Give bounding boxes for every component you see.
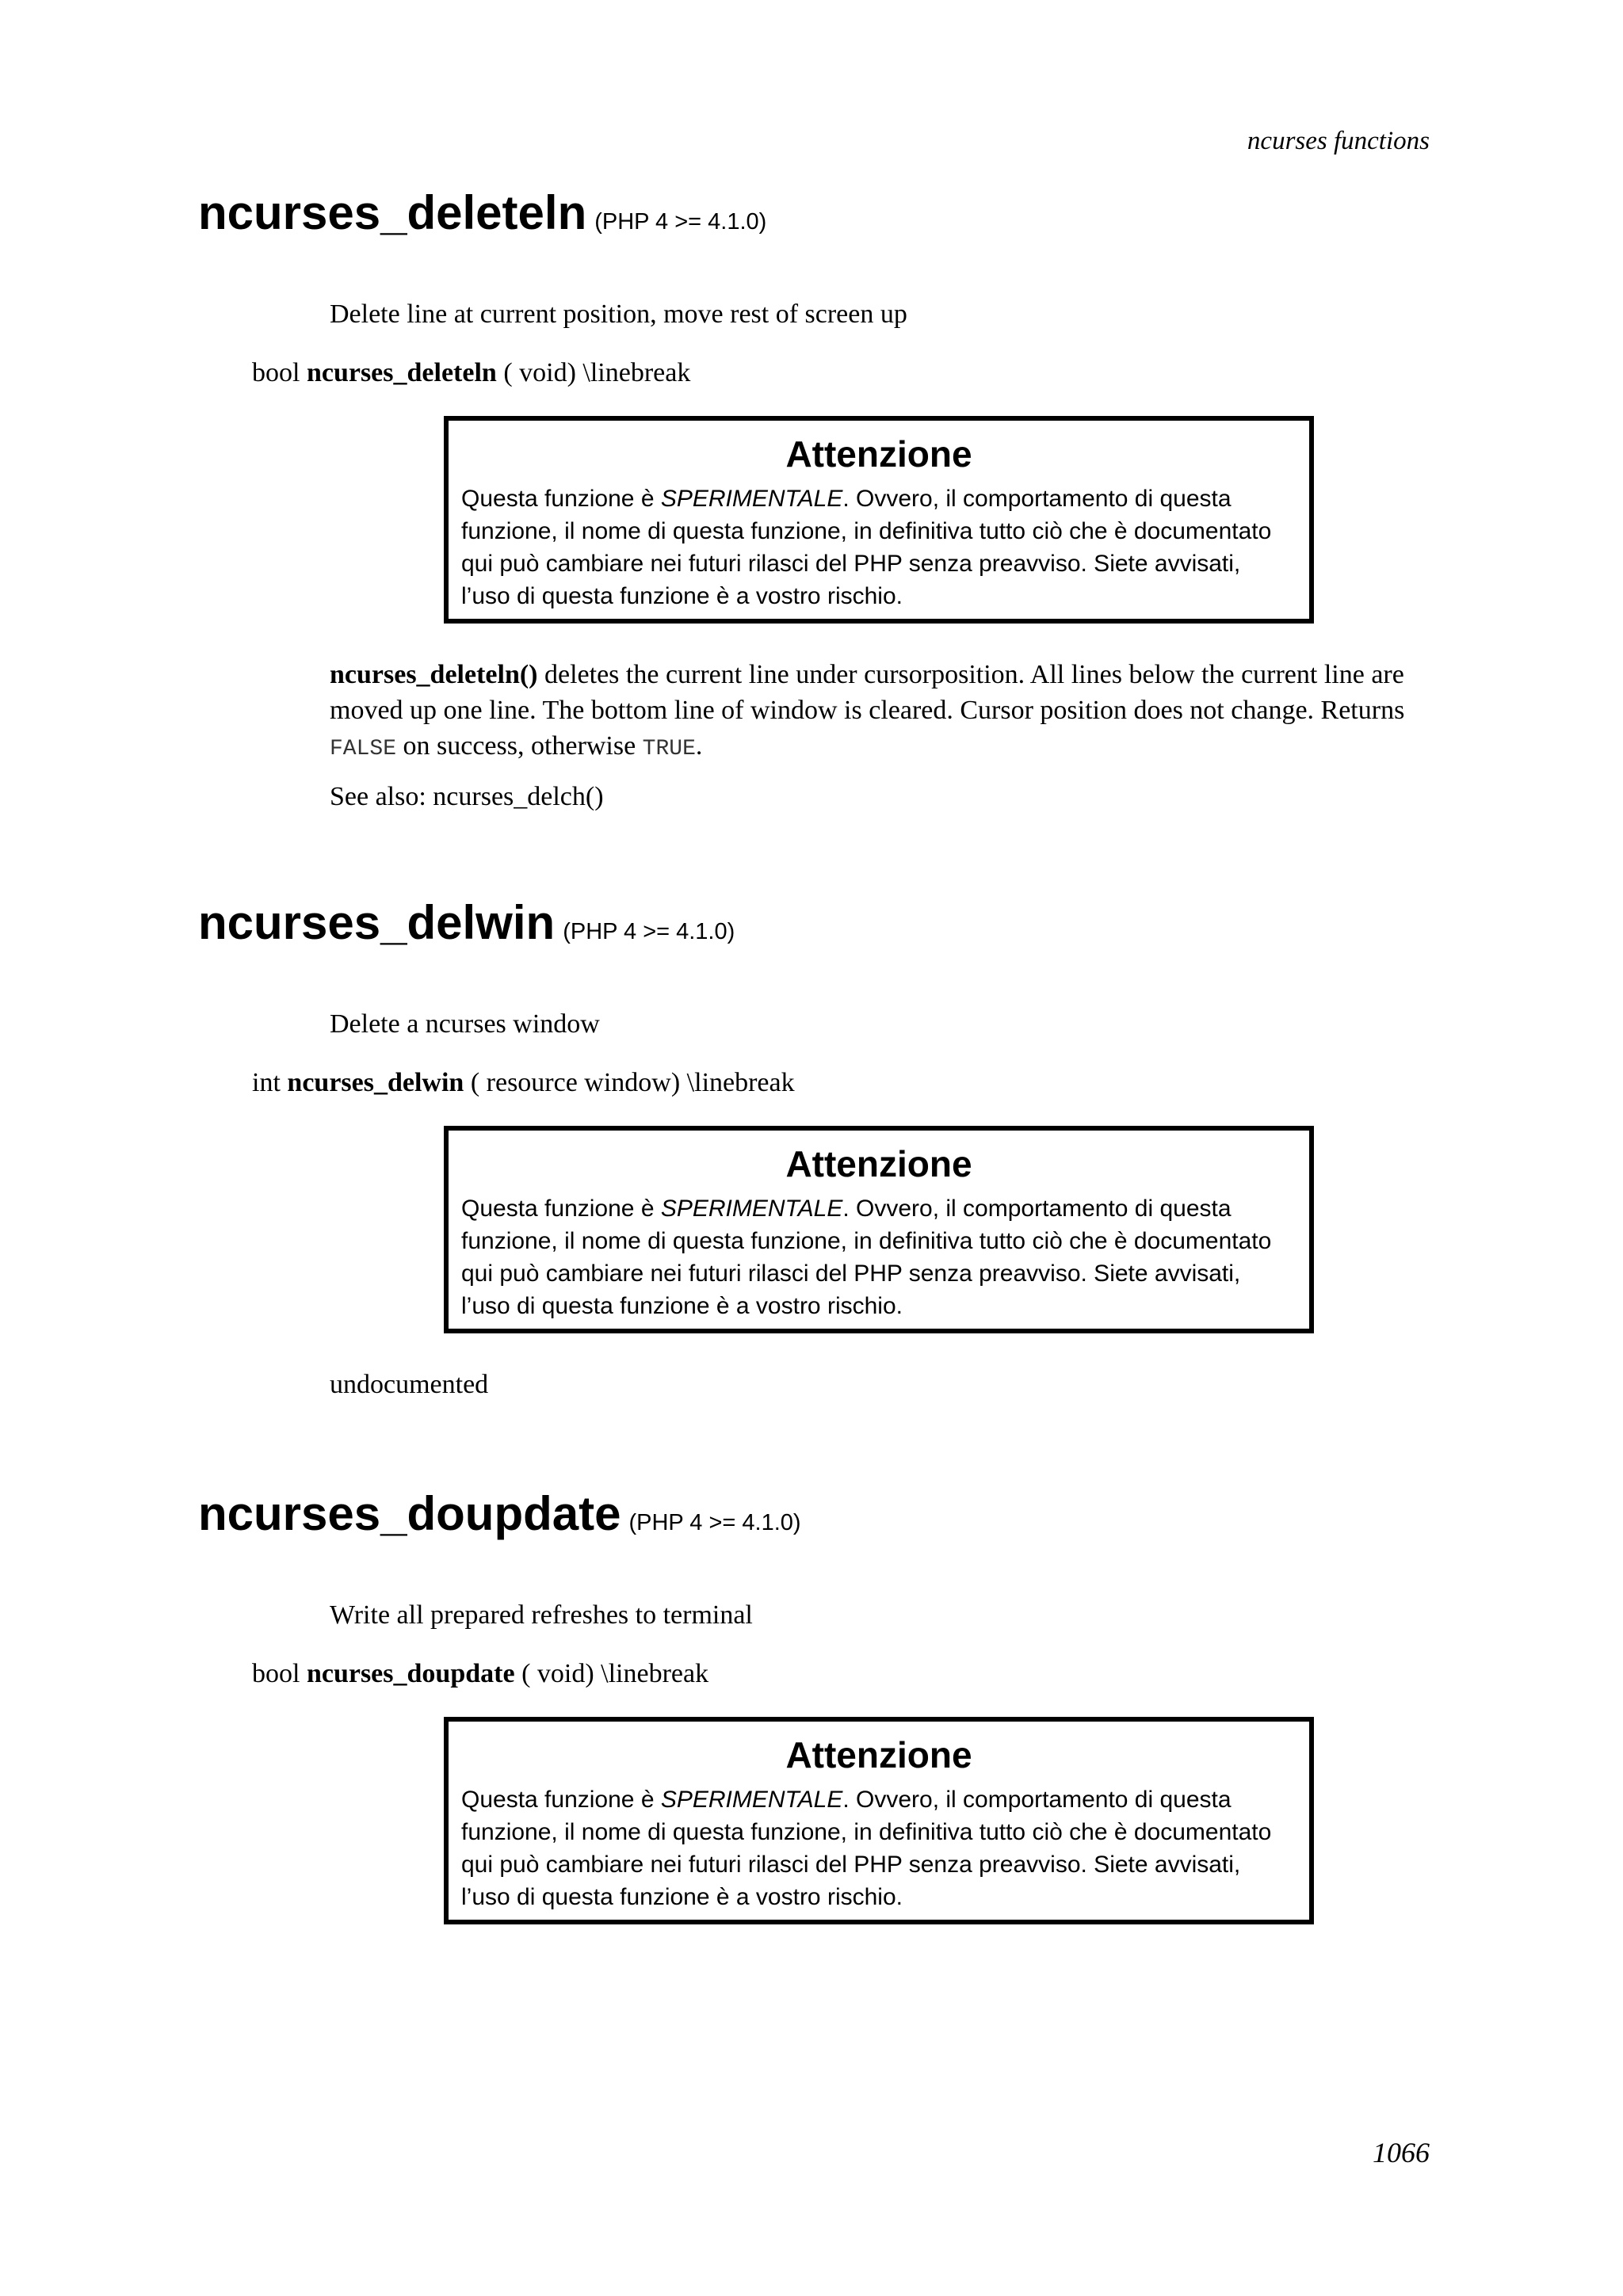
php-version: (PHP 4 >= 4.1.0) bbox=[628, 1510, 801, 1535]
warning-line1-a: Questa funzione è bbox=[461, 486, 661, 512]
warning-title: Attenzione bbox=[785, 1143, 972, 1184]
function-description: undocumented bbox=[330, 1370, 489, 1399]
entry-ncurses-deleteln bbox=[198, 185, 1434, 813]
function-purpose: Delete line at current position, move rest of screen up bbox=[330, 299, 907, 329]
description-text-a: deletes the current line under cursorposition. All lines below the current line are moved up one line. The bottom line of window is cleared. Cursor position does not change. Returns bbox=[330, 660, 1405, 725]
warning-box bbox=[444, 1717, 1314, 1924]
function-synopsis bbox=[252, 1067, 1434, 1099]
function-params: ( void) \linebreak bbox=[503, 358, 691, 387]
warning-line1-a: Questa funzione è bbox=[461, 1196, 661, 1222]
function-synopsis bbox=[252, 357, 1434, 389]
warning-experimental: SPERIMENTALE bbox=[660, 1196, 843, 1222]
entry-title bbox=[198, 1486, 1434, 1550]
function-name: ncurses_deleteln bbox=[198, 186, 587, 239]
function-params: ( void) \linebreak bbox=[521, 1659, 709, 1688]
warning-text bbox=[461, 482, 1296, 612]
warning-line4: l’uso di questa funzione è a vostro rischio. bbox=[461, 1293, 903, 1319]
function-name: ncurses_doupdate bbox=[198, 1487, 621, 1540]
description-text-c: . bbox=[695, 731, 703, 761]
function-name: ncurses_delwin bbox=[198, 896, 556, 949]
function-synopsis bbox=[252, 1658, 1434, 1690]
function-purpose: Write all prepared refreshes to terminal bbox=[330, 1600, 753, 1630]
warning-line1-a: Questa funzione è bbox=[461, 1787, 661, 1813]
warning-line2: funzione, il nome di questa funzione, in definitiva tutto ciò che è documentato bbox=[461, 1819, 1272, 1845]
php-version: (PHP 4 >= 4.1.0) bbox=[594, 209, 767, 235]
warning-line3: qui può cambiare nei futuri rilasci del PHP senza preavviso. Siete avvisati, bbox=[461, 1261, 1241, 1287]
return-type: bool bbox=[252, 358, 300, 387]
warning-line1-b: . Ovvero, il comportamento di questa bbox=[842, 486, 1232, 512]
description-text-b: on success, otherwise bbox=[396, 731, 643, 761]
entry-title bbox=[198, 185, 1434, 250]
return-type: bool bbox=[252, 1659, 300, 1688]
description-function-name: ncurses_deleteln() bbox=[330, 660, 538, 689]
warning-line2: funzione, il nome di questa funzione, in definitiva tutto ciò che è documentato bbox=[461, 1228, 1272, 1254]
warning-line4: l’uso di questa funzione è a vostro rischio. bbox=[461, 583, 903, 609]
warning-line3: qui può cambiare nei futuri rilasci del PHP senza preavviso. Siete avvisati, bbox=[461, 551, 1241, 577]
warning-experimental: SPERIMENTALE bbox=[660, 1787, 843, 1813]
see-also: See also: ncurses_delch() bbox=[330, 782, 604, 811]
entry-ncurses-delwin bbox=[198, 895, 1434, 1402]
warning-text bbox=[461, 1783, 1296, 1913]
true-constant: TRUE bbox=[642, 737, 696, 761]
warning-title: Attenzione bbox=[785, 1734, 972, 1775]
warning-line4: l’uso di questa funzione è a vostro rischio. bbox=[461, 1884, 903, 1910]
synopsis-function-name: ncurses_delwin bbox=[287, 1068, 464, 1097]
entry-ncurses-doupdate bbox=[198, 1486, 1434, 1924]
function-purpose: Delete a ncurses window bbox=[330, 1009, 600, 1039]
synopsis-function-name: ncurses_doupdate bbox=[306, 1659, 515, 1688]
warning-text bbox=[461, 1192, 1296, 1322]
running-header: ncurses functions bbox=[1247, 127, 1430, 155]
warning-title: Attenzione bbox=[785, 433, 972, 475]
warning-line1-b: . Ovvero, il comportamento di questa bbox=[842, 1787, 1232, 1813]
warning-line3: qui può cambiare nei futuri rilasci del PHP senza preavviso. Siete avvisati, bbox=[461, 1852, 1241, 1878]
warning-box bbox=[444, 416, 1314, 624]
php-version: (PHP 4 >= 4.1.0) bbox=[563, 919, 735, 944]
page-number: 1066 bbox=[1373, 2137, 1430, 2168]
function-params: ( resource window) \linebreak bbox=[470, 1068, 795, 1097]
function-description bbox=[330, 657, 1434, 767]
warning-box bbox=[444, 1126, 1314, 1333]
warning-line1-b: . Ovvero, il comportamento di questa bbox=[842, 1196, 1232, 1222]
false-constant: FALSE bbox=[330, 737, 397, 761]
entry-title bbox=[198, 895, 1434, 959]
warning-line2: funzione, il nome di questa funzione, in definitiva tutto ciò che è documentato bbox=[461, 518, 1272, 544]
synopsis-function-name: ncurses_deleteln bbox=[306, 358, 497, 387]
warning-experimental: SPERIMENTALE bbox=[660, 486, 843, 512]
return-type: int bbox=[252, 1068, 281, 1097]
